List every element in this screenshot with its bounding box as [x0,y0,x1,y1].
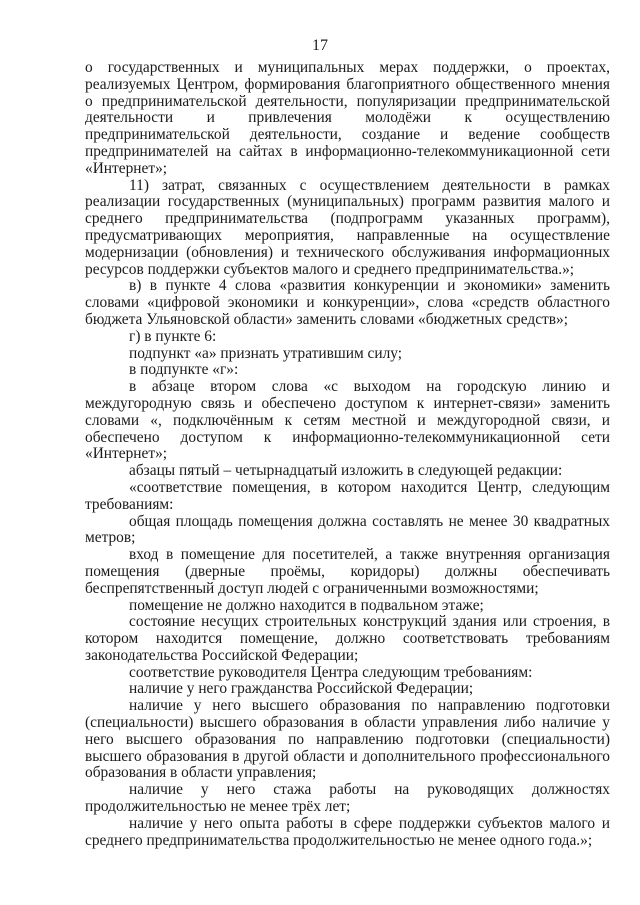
paragraph: соответствие руководителя Центра следующим требованиям: [129,663,533,681]
paragraph: абзацы пятый – четырнадцатый изложить в следующей редакции: [129,462,563,480]
paragraph: в) в пункте 4 слова «развития конкуренции и экономики» заменить словами «цифровой экономики и конкуренции», слова «средств областного бюджета Ульяновской области» заменить словами «бюджетных средств»; [85,277,610,328]
document-body [85,60,610,849]
paragraph: «соответствие помещения, в котором находится Центр, следующим требованиям: [85,478,610,513]
paragraph: помещение не должно находится в подвальном этаже; [129,596,484,614]
paragraph: в абзаце втором слова «с выходом на городскую линию и междугородную связь и обеспечено доступом к интернет-связи» заменить словами «, подключённым к сетям местной и междугородной связи, и обеспечено доступом к информационно-телекоммуникационной сети «Интернет»; [85,378,610,463]
paragraph: наличие у него гражданства Российской Федерации; [129,680,474,698]
page-number: 17 [312,37,328,54]
paragraph: подпункт «а» признать утратившим силу; [129,344,403,362]
paragraph: о государственных и муниципальных мерах поддержки, о проектах, реализуемых Центром, формирования благоприятного общественного мнения о предпринимательской деятельности, популяризации предпринимательской деятельности и привлечения молодёжи к осуществлению предпринимательской деятельности, создание и ведение сообществ предпринимателей на сайтах в информационно-телекоммуникационной сети «Интернет»; [85,59,610,177]
paragraph: наличие у него опыта работы в сфере поддержки субъектов малого и среднего предпринимательства продолжительностью не менее одного года.»; [85,814,610,849]
paragraph: состояние несущих строительных конструкций здания или строения, в котором находится помещение, должно соответствовать требованиям законодательства Российской Федерации; [85,613,610,664]
paragraph: вход в помещение для посетителей, а также внутренняя организация помещения (дверные проёмы, коридоры) должны обеспечивать беспрепятственный доступ людей с ограниченными возможностями; [85,546,610,597]
paragraph: наличие у него высшего образования по направлению подготовки (специальности) высшего образования в области управления либо наличие у него высшего образования по направлению подготовки (специальности) высшего образования в другой области и дополнительного профессионального образования в области управления; [85,697,610,782]
paragraph: 11) затрат, связанных с осуществлением деятельности в рамках реализации государственных (муниципальных) программ развития малого и среднего предпринимательства (подпрограмм указанных программ), предусматривающих мероприятия, направленные на осуществление модернизации (обновления) и технического обслуживания информационных ресурсов поддержки субъектов малого и среднего предпринимательства.»; [85,176,610,278]
paragraph: наличие у него стажа работы на руководящих должностях продолжительностью не менее трёх лет; [85,781,610,816]
paragraph: г) в пункте 6: [129,327,217,345]
paragraph: общая площадь помещения должна составлять не менее 30 квадратных метров; [85,512,610,547]
paragraph: в подпункте «г»: [129,361,239,379]
